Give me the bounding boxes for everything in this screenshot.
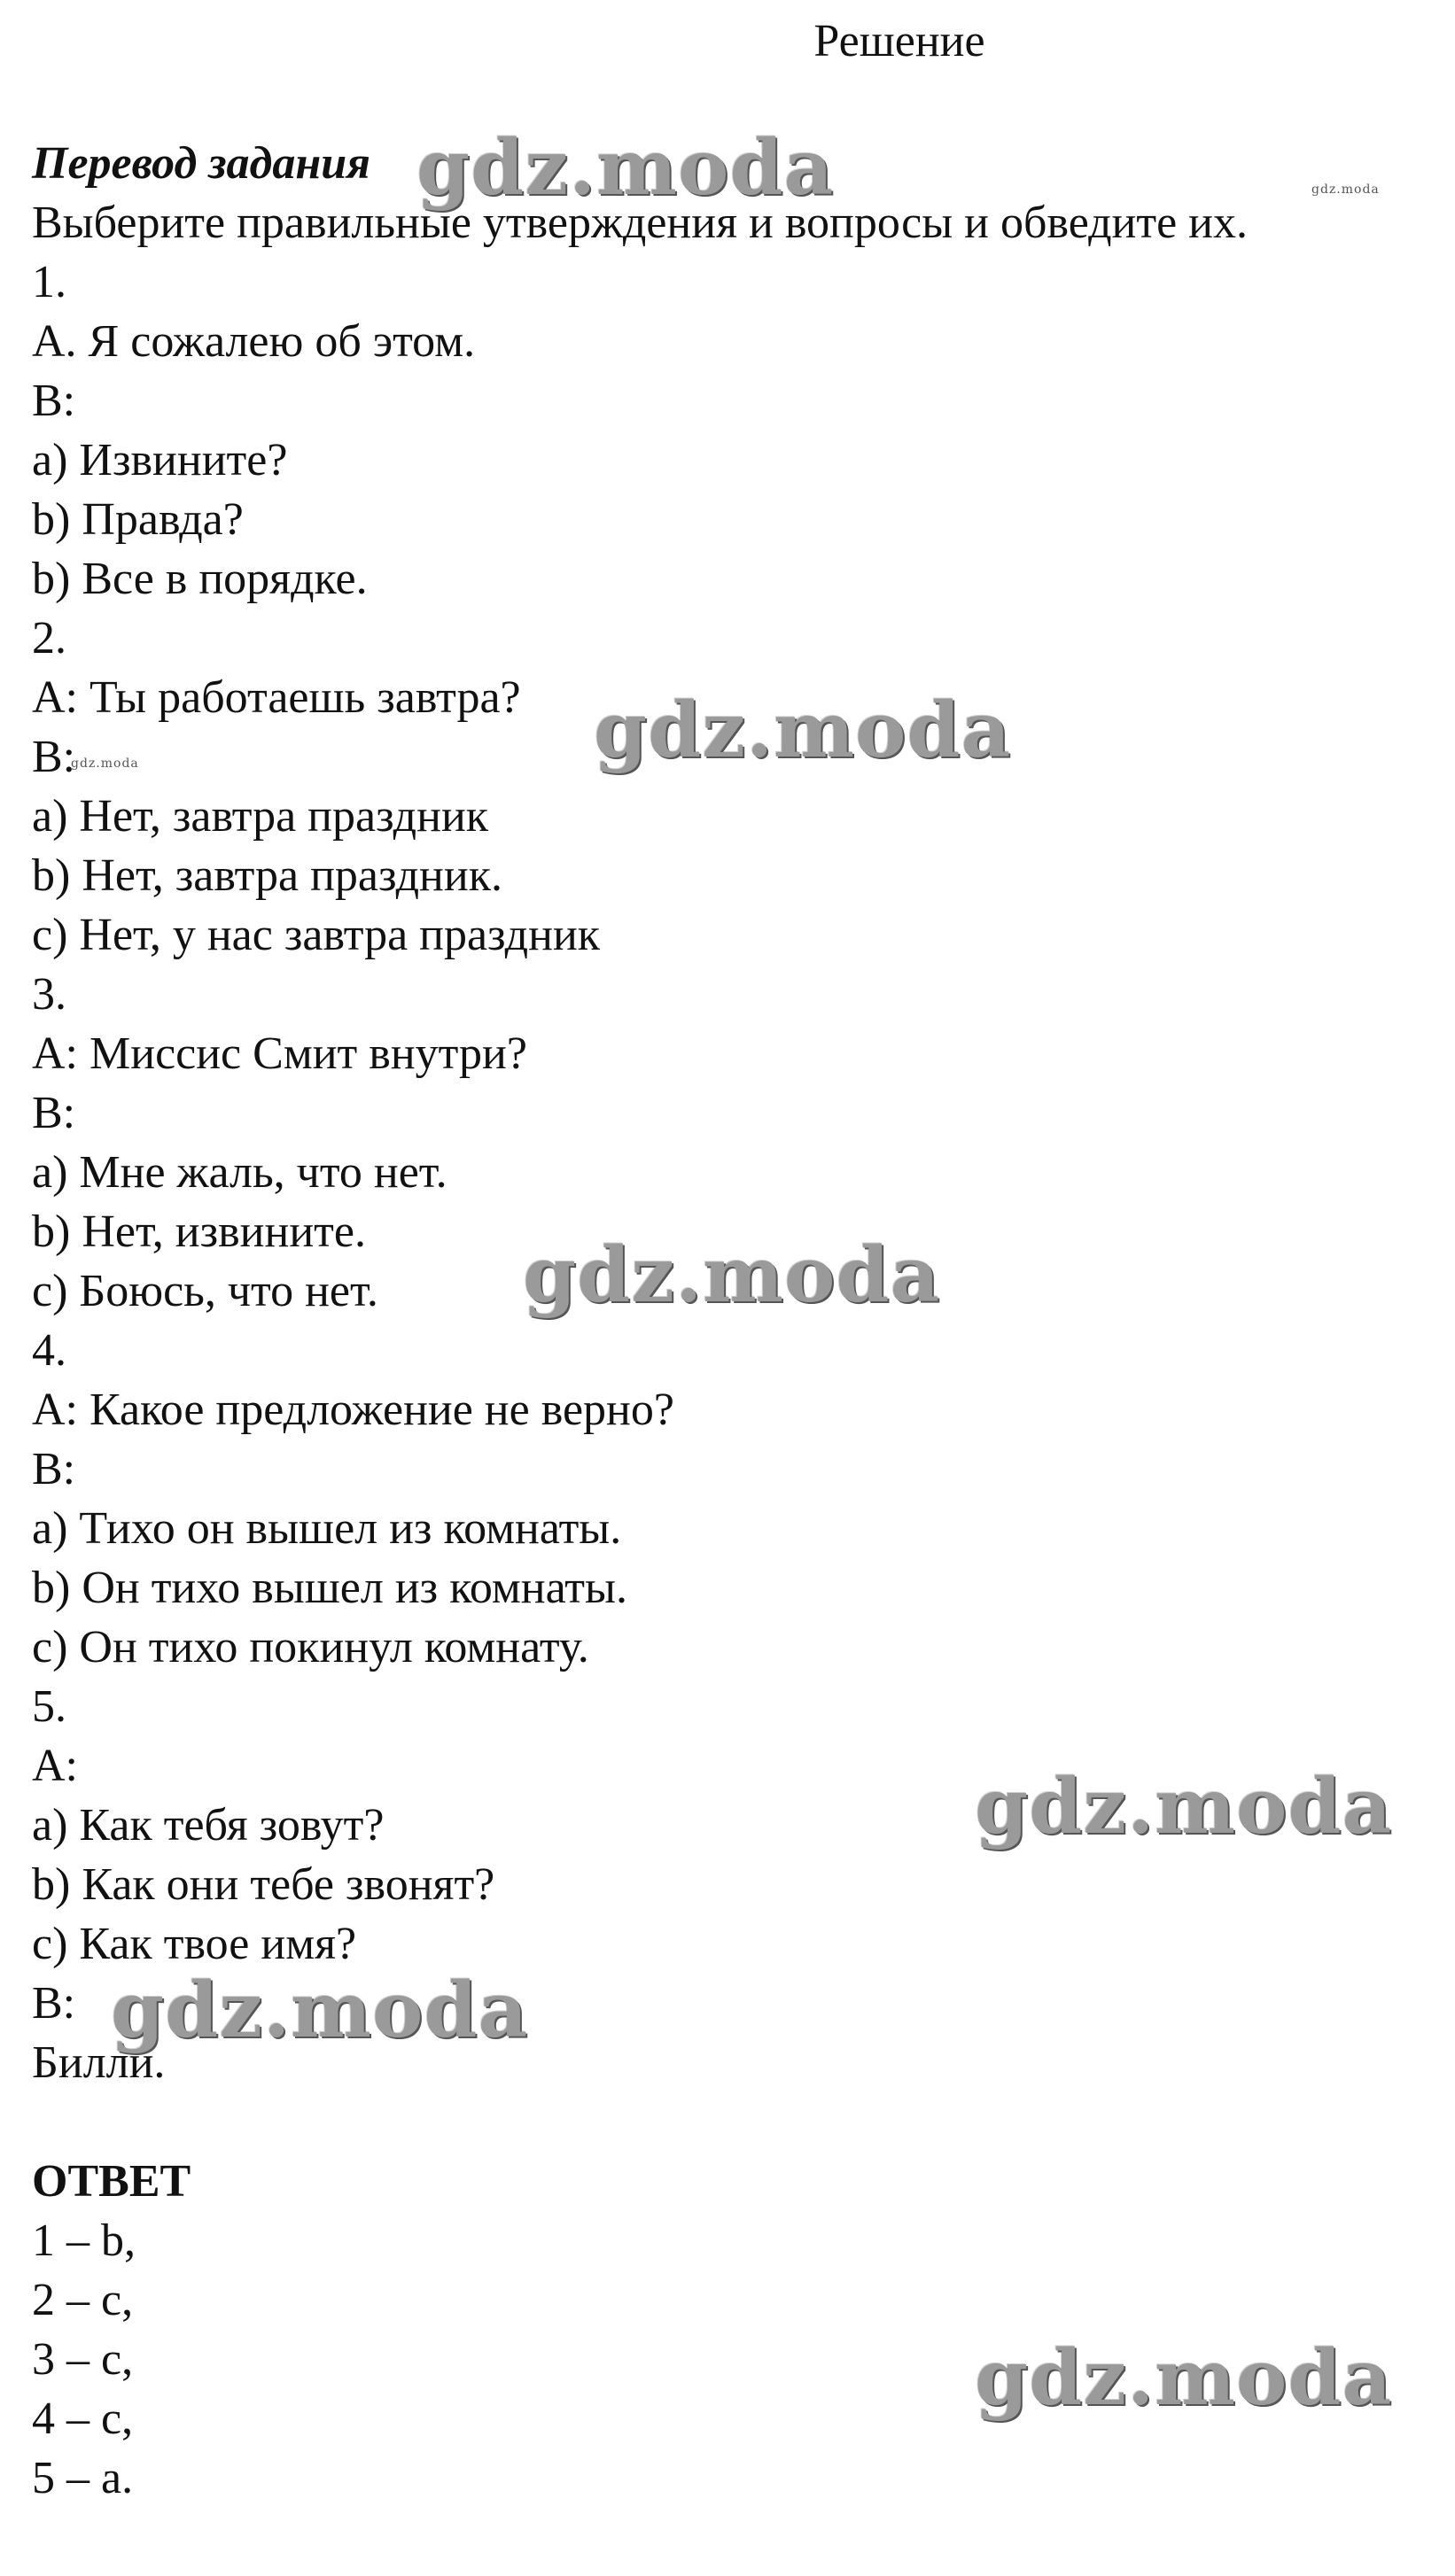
option-line: b) Нет, завтра праздник. [32, 850, 502, 901]
watermark-logo: gdz.moda [111, 1966, 529, 2055]
answer-line: 3 – c, [32, 2334, 134, 2385]
option-line: a) Мне жаль, что нет. [32, 1147, 447, 1198]
dialogue-line: А: Ты работаешь завтра? [32, 672, 521, 723]
watermark-small: gdz.moda [71, 757, 139, 771]
option-line: c) Он тихо покинул комнату. [32, 1622, 589, 1672]
dialogue-line: Билли. [32, 2037, 166, 2088]
option-line: c) Как твое имя? [32, 1919, 357, 1969]
dialogue-line: А: [32, 1741, 78, 1791]
watermark-logo: gdz.moda [523, 1230, 941, 1320]
question-number: 3. [32, 969, 66, 1020]
section-spacer [32, 2092, 1432, 2152]
option-line: a) Как тебя зовут? [32, 1800, 385, 1851]
section-heading: Перевод задания [32, 138, 370, 189]
option-line: a) Извините? [32, 435, 288, 485]
instruction-line: Выберите правильные утверждения и вопросы и обведите их. [32, 198, 1249, 248]
answer-heading: ОТВЕТ [32, 2156, 191, 2207]
question-number: 1. [32, 257, 66, 307]
watermark-logo: gdz.moda [975, 2333, 1393, 2423]
dialogue-line: В: [32, 1444, 76, 1494]
watermark-logo: gdz.moda [416, 123, 835, 213]
option-line: a) Тихо он вышел из комнаты. [32, 1503, 622, 1554]
dialogue-line: А: Миссис Смит внутри? [32, 1028, 527, 1079]
question-number: 2. [32, 613, 66, 663]
option-line: a) Нет, завтра праздник [32, 791, 489, 842]
question-number: 5. [32, 1681, 66, 1732]
answer-line: 5 – a. [32, 2453, 134, 2503]
option-line: b) Правда? [32, 494, 244, 545]
option-line: c) Нет, у нас завтра праздник [32, 910, 601, 960]
dialogue-line: В: [32, 1088, 76, 1138]
watermark-logo: gdz.moda [594, 686, 1012, 775]
dialogue-line: В: [32, 732, 76, 782]
answer-line: 2 – c, [32, 2275, 134, 2325]
dialogue-line: А. Я сожалею об этом. [32, 316, 476, 367]
watermark-logo: gdz.moda [975, 1762, 1393, 1851]
option-line: b) Все в порядке. [32, 554, 368, 604]
question-number: 4. [32, 1325, 66, 1376]
dialogue-line: В: [32, 1978, 76, 2029]
page-title: Решение [813, 16, 985, 66]
option-line: b) Нет, извините. [32, 1207, 366, 1257]
task-content [32, 193, 1432, 2508]
dialogue-line: В: [32, 376, 76, 426]
option-line: b) Он тихо вышел из комнаты. [32, 1563, 627, 1613]
answer-line: 4 – c, [32, 2394, 134, 2444]
answer-line: 1 – b, [32, 2215, 136, 2266]
watermark-small: gdz.moda [1311, 182, 1380, 197]
dialogue-line: А: Какое предложение не верно? [32, 1385, 674, 1435]
option-line: b) Как они тебе звонят? [32, 1859, 495, 1910]
option-line: c) Боюсь, что нет. [32, 1266, 378, 1316]
